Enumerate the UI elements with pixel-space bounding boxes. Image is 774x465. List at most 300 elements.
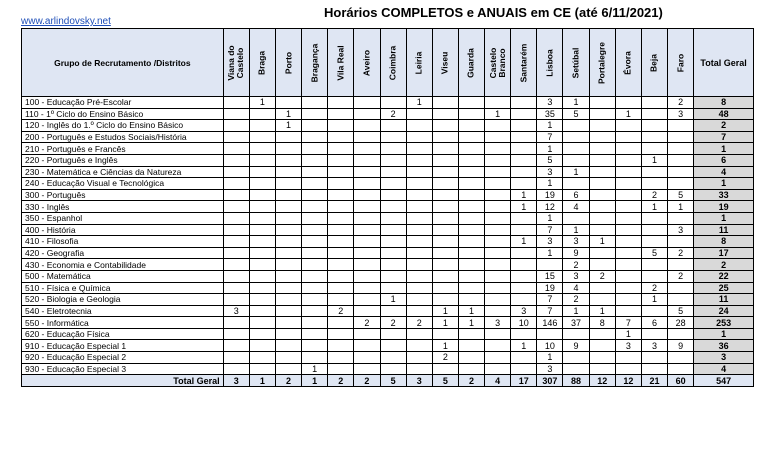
district-total-cell: 307 <box>537 375 563 387</box>
district-count-cell <box>615 120 641 132</box>
district-count-cell <box>354 328 380 340</box>
district-count-cell: 10 <box>537 340 563 352</box>
district-count-cell <box>485 352 511 364</box>
district-count-cell: 2 <box>354 317 380 329</box>
district-count-cell <box>485 236 511 248</box>
district-count-cell <box>668 154 694 166</box>
row-total-cell: 2 <box>694 120 754 132</box>
district-count-cell: 12 <box>537 201 563 213</box>
district-count-cell <box>223 97 249 109</box>
district-count-cell <box>380 247 406 259</box>
site-link[interactable]: www.arlindovsky.net <box>21 16 111 27</box>
table-row <box>22 328 754 340</box>
district-count-cell <box>302 97 328 109</box>
district-count-cell <box>589 294 615 306</box>
district-count-cell <box>328 212 354 224</box>
table-row <box>22 236 754 248</box>
district-count-cell <box>223 120 249 132</box>
district-count-cell <box>458 236 484 248</box>
district-total-cell: 5 <box>380 375 406 387</box>
district-name-line: Castelo <box>235 47 246 78</box>
district-count-cell: 5 <box>537 154 563 166</box>
district-count-cell <box>589 352 615 364</box>
district-count-cell <box>668 143 694 155</box>
district-count-cell <box>615 131 641 143</box>
district-count-cell <box>249 317 275 329</box>
district-count-cell: 8 <box>589 317 615 329</box>
district-name-line: Setúbal <box>570 47 581 78</box>
district-count-cell <box>354 120 380 132</box>
district-count-cell <box>458 224 484 236</box>
district-count-cell <box>485 305 511 317</box>
district-count-cell <box>641 212 667 224</box>
district-count-cell <box>223 328 249 340</box>
district-count-cell: 2 <box>380 108 406 120</box>
district-count-cell <box>511 224 537 236</box>
district-count-cell <box>615 224 641 236</box>
district-count-cell: 1 <box>537 120 563 132</box>
district-count-cell <box>432 143 458 155</box>
district-count-cell <box>380 131 406 143</box>
row-total-cell: 4 <box>694 363 754 375</box>
district-count-cell <box>249 236 275 248</box>
district-count-cell <box>485 97 511 109</box>
row-total-cell: 8 <box>694 236 754 248</box>
district-count-cell <box>485 131 511 143</box>
district-count-cell <box>223 352 249 364</box>
table-row <box>22 294 754 306</box>
district-count-cell <box>380 143 406 155</box>
district-count-cell <box>485 224 511 236</box>
district-count-cell <box>537 328 563 340</box>
district-count-cell <box>589 224 615 236</box>
district-count-cell <box>354 340 380 352</box>
district-count-cell <box>406 270 432 282</box>
table-row <box>22 352 754 364</box>
district-count-cell: 4 <box>563 282 589 294</box>
district-count-cell <box>275 212 301 224</box>
district-count-cell <box>249 259 275 271</box>
district-count-cell: 1 <box>537 247 563 259</box>
district-total-cell: 2 <box>275 375 301 387</box>
district-count-cell <box>249 143 275 155</box>
district-count-cell <box>641 236 667 248</box>
district-count-cell <box>354 363 380 375</box>
district-count-cell <box>249 328 275 340</box>
district-count-cell <box>458 189 484 201</box>
district-count-cell <box>458 201 484 213</box>
district-count-cell <box>406 212 432 224</box>
district-count-cell <box>485 328 511 340</box>
district-count-cell <box>641 131 667 143</box>
district-count-cell <box>275 178 301 190</box>
district-count-cell <box>615 247 641 259</box>
recruitment-group-name: 930 - Educação Especial 3 <box>22 363 224 375</box>
district-count-cell <box>275 154 301 166</box>
district-count-cell <box>432 259 458 271</box>
row-total-cell: 36 <box>694 340 754 352</box>
district-count-cell <box>354 143 380 155</box>
district-count-cell: 1 <box>511 340 537 352</box>
district-count-cell <box>589 201 615 213</box>
row-total-cell: 19 <box>694 201 754 213</box>
district-count-cell <box>328 120 354 132</box>
district-count-cell <box>275 340 301 352</box>
district-count-cell <box>380 270 406 282</box>
total-row <box>22 375 754 387</box>
district-column-header <box>589 29 615 97</box>
district-count-cell <box>432 282 458 294</box>
table-row <box>22 247 754 259</box>
district-column-header <box>485 29 511 97</box>
district-count-cell <box>589 178 615 190</box>
district-count-cell <box>615 166 641 178</box>
district-count-cell <box>432 270 458 282</box>
district-column-header <box>615 29 641 97</box>
district-count-cell <box>223 189 249 201</box>
district-count-cell <box>302 131 328 143</box>
district-total-cell: 21 <box>641 375 667 387</box>
recruitment-group-name: 110 - 1º Ciclo do Ensino Básico <box>22 108 224 120</box>
district-count-cell: 1 <box>563 97 589 109</box>
row-total-cell: 25 <box>694 282 754 294</box>
district-count-cell: 28 <box>668 317 694 329</box>
district-count-cell <box>641 328 667 340</box>
district-count-cell <box>223 166 249 178</box>
district-count-cell <box>615 270 641 282</box>
district-count-cell <box>406 120 432 132</box>
district-count-cell <box>589 328 615 340</box>
district-total-cell: 1 <box>302 375 328 387</box>
district-count-cell <box>563 120 589 132</box>
district-count-cell <box>432 224 458 236</box>
district-count-cell <box>328 97 354 109</box>
district-count-cell: 1 <box>458 305 484 317</box>
district-count-cell <box>275 166 301 178</box>
district-count-cell: 2 <box>668 247 694 259</box>
table-row <box>22 212 754 224</box>
district-count-cell <box>511 212 537 224</box>
district-count-cell <box>380 305 406 317</box>
district-count-cell <box>328 154 354 166</box>
district-count-cell: 1 <box>641 154 667 166</box>
district-count-cell <box>380 363 406 375</box>
district-count-cell <box>563 154 589 166</box>
district-count-cell: 2 <box>328 305 354 317</box>
district-count-cell <box>302 294 328 306</box>
row-total-cell: 1 <box>694 212 754 224</box>
district-count-cell <box>275 305 301 317</box>
row-total-cell: 22 <box>694 270 754 282</box>
district-count-cell <box>328 282 354 294</box>
district-count-cell: 1 <box>589 236 615 248</box>
table-row <box>22 317 754 329</box>
table-row <box>22 363 754 375</box>
district-count-cell <box>641 224 667 236</box>
district-count-cell <box>458 178 484 190</box>
district-count-cell <box>485 363 511 375</box>
district-count-cell <box>275 282 301 294</box>
district-column-header <box>328 29 354 97</box>
district-count-cell <box>328 108 354 120</box>
district-count-cell: 2 <box>432 352 458 364</box>
district-count-cell <box>485 189 511 201</box>
district-count-cell <box>223 154 249 166</box>
district-count-cell <box>406 236 432 248</box>
district-count-cell: 1 <box>537 212 563 224</box>
district-count-cell <box>275 317 301 329</box>
district-total-cell: 5 <box>432 375 458 387</box>
district-count-cell <box>328 143 354 155</box>
district-count-cell <box>432 166 458 178</box>
district-count-cell <box>249 270 275 282</box>
district-count-cell <box>380 201 406 213</box>
district-name-line: Vila Real <box>335 44 346 81</box>
row-total-cell: 8 <box>694 97 754 109</box>
district-count-cell: 19 <box>537 282 563 294</box>
district-count-cell <box>485 212 511 224</box>
district-count-cell <box>380 259 406 271</box>
district-count-cell <box>249 282 275 294</box>
district-count-cell <box>302 108 328 120</box>
district-count-cell <box>615 154 641 166</box>
district-count-cell <box>668 178 694 190</box>
total-row-label: Total Geral <box>22 375 224 387</box>
district-count-cell: 1 <box>275 120 301 132</box>
district-count-cell <box>668 328 694 340</box>
district-count-cell <box>511 178 537 190</box>
district-count-cell <box>589 131 615 143</box>
district-count-cell <box>249 294 275 306</box>
district-count-cell <box>275 236 301 248</box>
district-count-cell <box>223 131 249 143</box>
district-count-cell: 1 <box>249 97 275 109</box>
district-count-cell: 1 <box>432 340 458 352</box>
district-name-line: Évora <box>622 50 633 75</box>
district-count-cell: 1 <box>563 305 589 317</box>
recruitment-group-name: 350 - Espanhol <box>22 212 224 224</box>
district-count-cell <box>354 247 380 259</box>
district-count-cell <box>223 340 249 352</box>
district-count-cell <box>302 340 328 352</box>
district-count-cell <box>615 259 641 271</box>
row-total-cell: 11 <box>694 294 754 306</box>
district-count-cell <box>485 166 511 178</box>
district-count-cell <box>432 201 458 213</box>
district-count-cell <box>328 294 354 306</box>
table-row <box>22 108 754 120</box>
district-count-cell: 3 <box>537 363 563 375</box>
district-count-cell <box>432 108 458 120</box>
district-count-cell <box>615 189 641 201</box>
district-count-cell <box>641 363 667 375</box>
district-count-cell <box>275 352 301 364</box>
district-count-cell <box>223 201 249 213</box>
district-count-cell <box>354 352 380 364</box>
district-column-header <box>641 29 667 97</box>
district-count-cell: 2 <box>668 97 694 109</box>
recruitment-group-name: 420 - Geografia <box>22 247 224 259</box>
district-count-cell <box>302 178 328 190</box>
district-count-cell: 7 <box>537 294 563 306</box>
district-count-cell: 3 <box>511 305 537 317</box>
district-count-cell <box>406 363 432 375</box>
district-count-cell <box>485 247 511 259</box>
district-count-cell <box>406 259 432 271</box>
district-count-cell <box>432 189 458 201</box>
recruitment-group-name: 210 - Português e Francês <box>22 143 224 155</box>
district-count-cell <box>302 166 328 178</box>
district-count-cell <box>589 189 615 201</box>
district-count-cell <box>641 270 667 282</box>
district-name-line: Faro <box>675 53 686 72</box>
district-count-cell: 35 <box>537 108 563 120</box>
district-count-cell <box>641 108 667 120</box>
district-count-cell <box>668 236 694 248</box>
district-count-cell: 1 <box>406 97 432 109</box>
district-count-cell: 3 <box>223 305 249 317</box>
district-count-cell <box>380 166 406 178</box>
district-column-header <box>432 29 458 97</box>
district-count-cell: 1 <box>563 224 589 236</box>
district-name-line: Braga <box>256 50 267 75</box>
district-count-cell: 1 <box>485 108 511 120</box>
district-count-cell <box>328 247 354 259</box>
district-count-cell <box>380 178 406 190</box>
district-count-cell <box>485 294 511 306</box>
recruitment-group-name: 220 - Português e Inglês <box>22 154 224 166</box>
group-column-header: Grupo de Recrutamento /Distritos <box>22 29 224 97</box>
district-count-cell <box>668 363 694 375</box>
district-count-cell <box>302 247 328 259</box>
district-count-cell <box>223 224 249 236</box>
district-count-cell <box>406 352 432 364</box>
district-name-line: Portalegre <box>596 41 607 84</box>
district-count-cell <box>641 259 667 271</box>
table-row <box>22 120 754 132</box>
district-name-line: Leiria <box>413 51 424 74</box>
district-count-cell <box>511 120 537 132</box>
table-row <box>22 143 754 155</box>
district-column-header <box>458 29 484 97</box>
district-count-cell <box>223 247 249 259</box>
district-count-cell <box>275 143 301 155</box>
district-count-cell <box>615 352 641 364</box>
recruitment-group-name: 400 - História <box>22 224 224 236</box>
district-count-cell <box>589 363 615 375</box>
district-name-line: Aveiro <box>361 49 372 76</box>
header-row <box>22 29 754 97</box>
district-count-cell <box>615 212 641 224</box>
district-count-cell <box>615 178 641 190</box>
recruitment-group-name: 550 - Informática <box>22 317 224 329</box>
row-total-cell: 33 <box>694 189 754 201</box>
district-count-cell <box>511 97 537 109</box>
district-count-cell <box>458 270 484 282</box>
district-count-cell: 1 <box>563 166 589 178</box>
district-count-cell <box>432 247 458 259</box>
district-count-cell <box>458 328 484 340</box>
district-count-cell <box>223 282 249 294</box>
district-count-cell <box>668 131 694 143</box>
district-name-line: Guarda <box>465 47 476 78</box>
recruitment-group-name: 540 - Eletrotecnia <box>22 305 224 317</box>
district-count-cell: 4 <box>563 201 589 213</box>
district-count-cell <box>432 212 458 224</box>
district-count-cell <box>641 120 667 132</box>
row-total-cell: 48 <box>694 108 754 120</box>
district-count-cell <box>328 317 354 329</box>
district-count-cell <box>458 166 484 178</box>
district-count-cell <box>406 154 432 166</box>
recruitment-group-name: 120 - Inglês do 1.º Ciclo do Ensino Básico <box>22 120 224 132</box>
district-count-cell: 7 <box>537 305 563 317</box>
recruitment-group-name: 230 - Matemática e Ciências da Natureza <box>22 166 224 178</box>
district-count-cell: 7 <box>537 131 563 143</box>
district-count-cell <box>668 282 694 294</box>
district-count-cell <box>302 212 328 224</box>
table-row <box>22 131 754 143</box>
district-column-header <box>223 29 249 97</box>
row-total-cell: 2 <box>694 259 754 271</box>
district-count-cell <box>302 328 328 340</box>
district-count-cell <box>432 294 458 306</box>
district-count-cell <box>354 270 380 282</box>
recruitment-group-name: 920 - Educação Especial 2 <box>22 352 224 364</box>
recruitment-group-name: 100 - Educação Pré-Escolar <box>22 97 224 109</box>
district-count-cell <box>589 247 615 259</box>
district-count-cell <box>249 131 275 143</box>
district-total-cell: 2 <box>328 375 354 387</box>
district-count-cell <box>563 328 589 340</box>
row-total-cell: 3 <box>694 352 754 364</box>
district-count-cell: 9 <box>563 340 589 352</box>
district-count-cell <box>406 178 432 190</box>
district-count-cell <box>641 178 667 190</box>
table-row <box>22 224 754 236</box>
total-column-header: Total Geral <box>694 29 754 97</box>
district-count-cell <box>563 352 589 364</box>
district-count-cell: 1 <box>380 294 406 306</box>
table-row <box>22 201 754 213</box>
district-count-cell: 10 <box>511 317 537 329</box>
row-total-cell: 1 <box>694 178 754 190</box>
recruitment-group-name: 430 - Economia e Contabilidade <box>22 259 224 271</box>
district-count-cell: 1 <box>615 108 641 120</box>
district-count-cell <box>249 108 275 120</box>
district-count-cell <box>354 154 380 166</box>
district-count-cell <box>458 120 484 132</box>
district-count-cell <box>589 282 615 294</box>
district-column-header <box>511 29 537 97</box>
district-count-cell <box>615 201 641 213</box>
district-count-cell <box>328 224 354 236</box>
district-count-cell <box>302 154 328 166</box>
district-count-cell: 1 <box>589 305 615 317</box>
district-count-cell <box>249 247 275 259</box>
row-total-cell: 17 <box>694 247 754 259</box>
district-total-cell: 17 <box>511 375 537 387</box>
district-count-cell <box>249 305 275 317</box>
district-count-cell <box>380 328 406 340</box>
district-column-header <box>537 29 563 97</box>
district-count-cell <box>380 236 406 248</box>
district-count-cell: 2 <box>380 317 406 329</box>
district-count-cell <box>249 201 275 213</box>
district-count-cell <box>432 97 458 109</box>
district-count-cell <box>458 154 484 166</box>
district-count-cell <box>275 224 301 236</box>
